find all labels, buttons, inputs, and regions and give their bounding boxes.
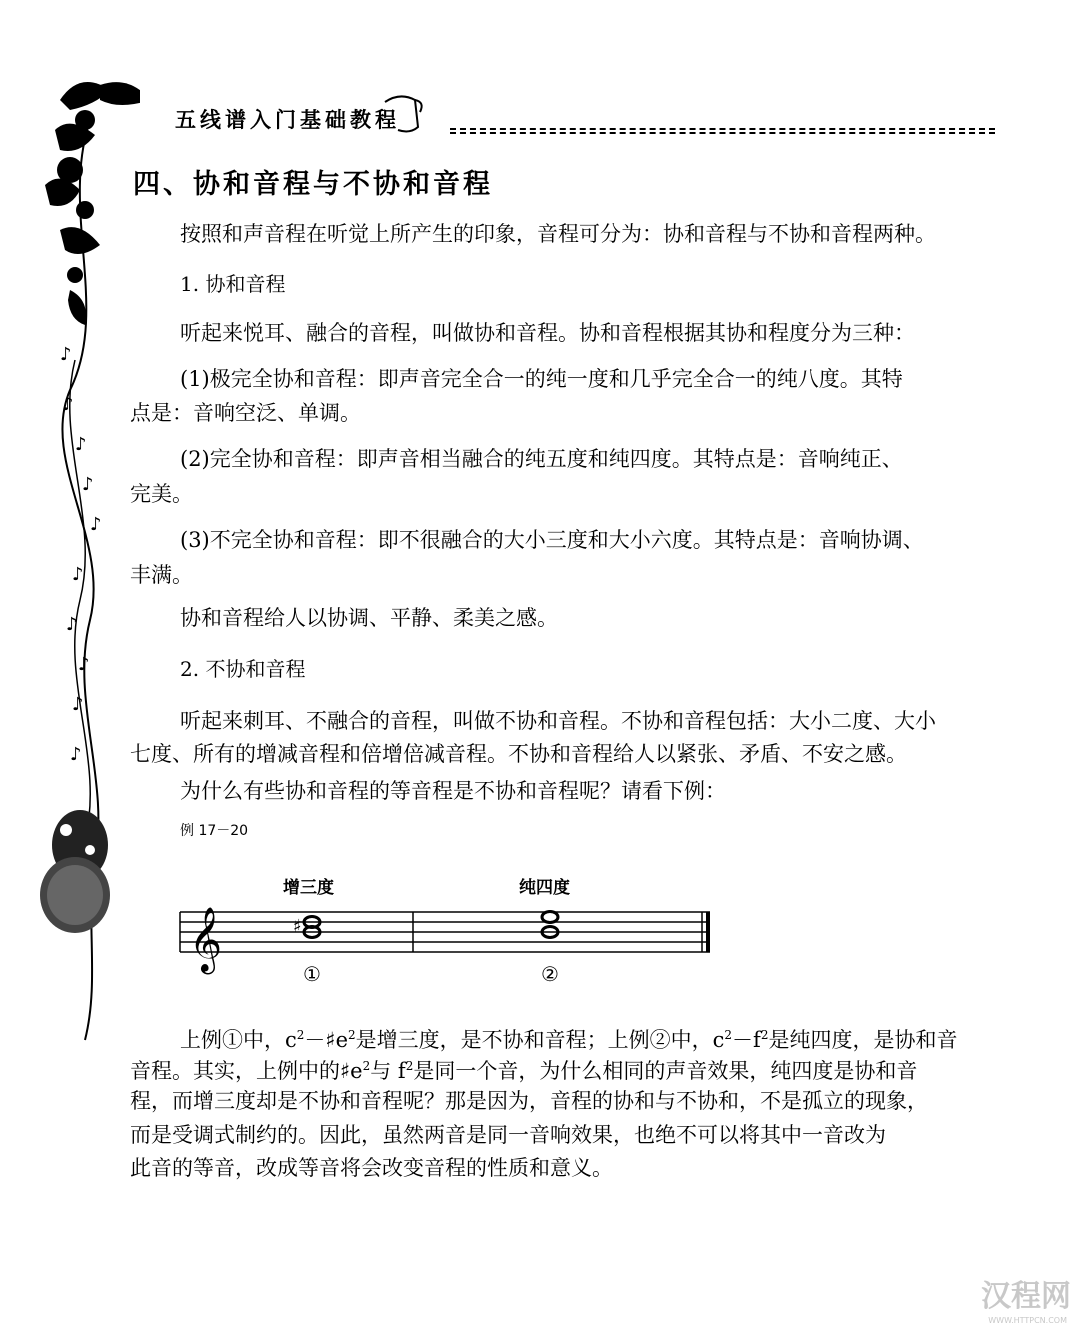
header-divider (450, 128, 995, 134)
floral-border-decoration (0, 60, 140, 1060)
example-number-2: ② (541, 962, 559, 986)
example-label: 例 17－20 (180, 823, 249, 839)
interval-label-perfect-fourth: 纯四度 (519, 878, 570, 898)
music-staff-example (175, 890, 720, 980)
final-line1: 上例①中，$c^2-♯e^2$是增三度，是不协和音程；上例②中，$c^2-f^2$是纯四度，是协和音 (180, 1028, 958, 1052)
svg-text:♪: ♪ (78, 654, 90, 675)
subheading-consonant: 1. 协和音程 (180, 272, 286, 296)
consonant-summary: 协和音程给人以协调、平静、柔美之感。 (180, 606, 558, 630)
item3-line2: 丰满。 (130, 563, 193, 587)
consonant-definition: 听起来悦耳、融合的音程，叫做协和音程。协和音程根据其协和程度分为三种： (180, 321, 915, 345)
item2-line1: (2)完全协和音程：即声音相当融合的纯五度和纯四度。其特点是：音响纯正、 (180, 447, 903, 471)
interval-label-augmented-third: 增三度 (283, 878, 334, 898)
book-title: 五线谱入门基础教程 (175, 108, 400, 132)
sharp-sign: ♯ (293, 916, 302, 937)
svg-text:♪: ♪ (82, 474, 94, 495)
treble-clef: 𝄞 (189, 907, 223, 972)
dissonant-line2: 七度、所有的增减音程和倍增倍减音程。不协和音程给人以紧张、矛盾、不安之感。 (130, 742, 907, 766)
subheading-dissonant: 2. 不协和音程 (180, 657, 306, 681)
svg-text:♪: ♪ (90, 514, 102, 535)
final-line3: 程，而增三度却是不协和音程呢？那是因为，音程的协和与不协和，不是孤立的现象， (130, 1089, 928, 1113)
svg-text:♪: ♪ (60, 344, 72, 365)
svg-text:♪: ♪ (72, 564, 84, 585)
svg-text:♪: ♪ (66, 614, 78, 635)
item1-line1: (1)极完全协和音程：即声音完全合一的纯一度和几乎完全合一的纯八度。其特 (180, 367, 903, 391)
svg-text:♪: ♪ (70, 744, 82, 765)
svg-text:♪: ♪ (62, 394, 74, 415)
dissonant-line1: 听起来刺耳、不融合的音程，叫做不协和音程。不协和音程包括：大小二度、大小 (180, 709, 936, 733)
svg-text:♪: ♪ (75, 434, 87, 455)
svg-text:♪: ♪ (72, 694, 84, 715)
final-line4: 而是受调式制约的。因此，虽然两音是同一音响效果，也绝不可以将其中一音改为 (130, 1123, 886, 1147)
note-f2 (542, 912, 558, 923)
question-line: 为什么有些协和音程的等音程是不协和音程呢？请看下例： (180, 779, 726, 803)
final-line2: 音程。其实，上例中的$♯e^2$与 $f^2$是同一个音，为什么相同的声音效果，纯四度是协和音 (130, 1059, 918, 1083)
item1-line2: 点是：音响空泛、单调。 (130, 401, 361, 425)
example-number-1: ① (303, 962, 321, 986)
item3-line1: (3)不完全协和音程：即不很融合的大小三度和大小六度。其特点是：音响协调、 (180, 528, 924, 552)
final-barline (706, 912, 710, 952)
item2-line2: 完美。 (130, 482, 193, 506)
intro-paragraph: 按照和声音程在听觉上所产生的印象，音程可分为：协和音程与不协和音程两种。 (180, 222, 936, 246)
final-line5: 此音的等音，改成等音将会改变音程的性质和意义。 (130, 1156, 613, 1180)
section-title: 四、协和音程与不协和音程 (133, 169, 493, 200)
watermark-logo: 汉程网 (981, 1279, 1071, 1314)
watermark-url: WWW.HTTPCN.COM (988, 1316, 1067, 1325)
